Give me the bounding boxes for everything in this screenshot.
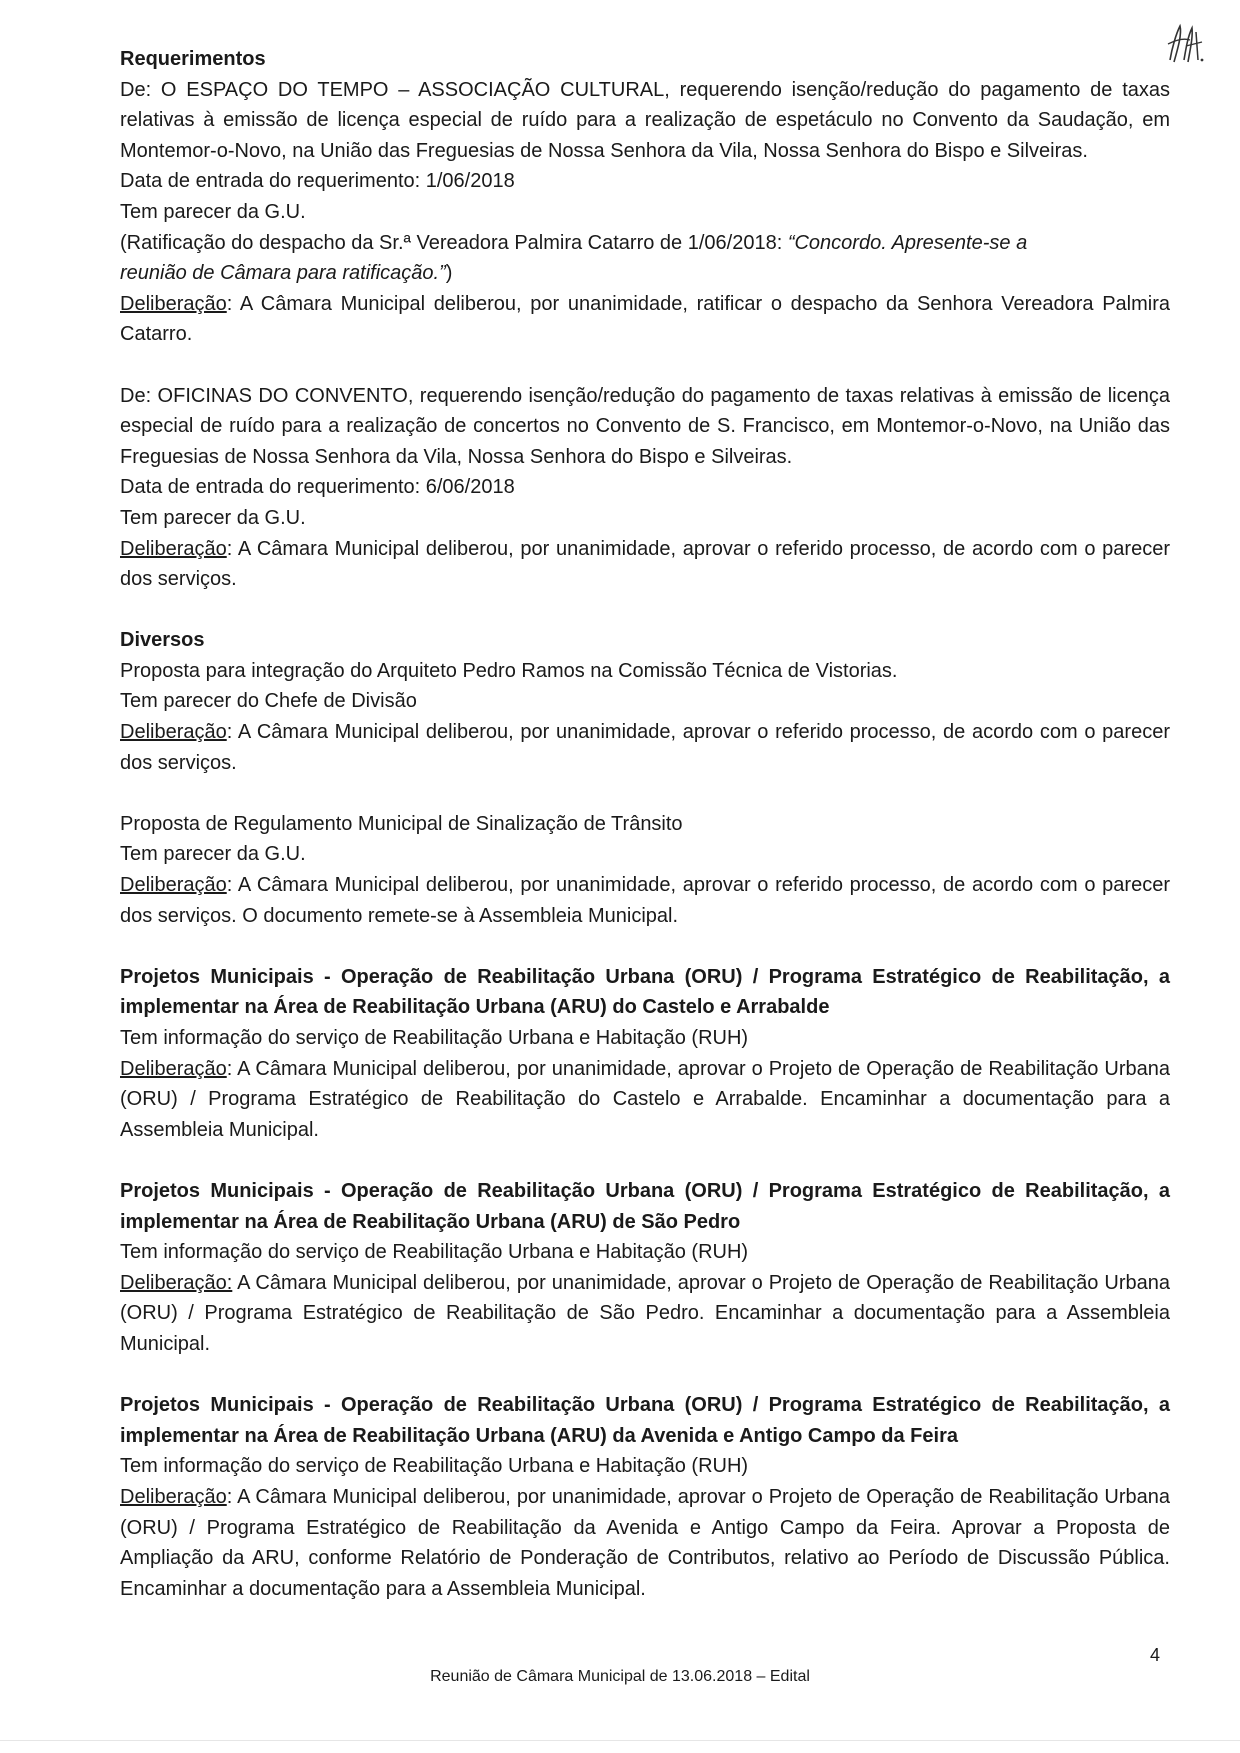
spacer	[120, 595, 1170, 626]
diversos-1-text: Proposta para integração do Arquiteto Pedro Ramos na Comissão Técnica de Vistorias.	[120, 659, 898, 682]
deliberacao-label: Deliberação	[120, 537, 227, 560]
section-heading-diversos: Diversos	[120, 629, 205, 652]
projeto-3-title: Projetos Municipais - Operação de Reabilitação Urbana (ORU) / Programa Estratégico de Reabilitação, a implementar na Área de Reabilitação Urbana (ARU) da Avenida e Antigo Campo da Feira	[120, 1394, 1170, 1447]
projeto-2-title: Projetos Municipais - Operação de Reabilitação Urbana (ORU) / Programa Estratégico de Reabilitação, a implementar na Área de Reabilitação Urbana (ARU) de São Pedro	[120, 1179, 1170, 1233]
spacer	[120, 350, 1170, 381]
projeto-1-title: Projetos Municipais - Operação de Reabilitação Urbana (ORU) / Programa Estratégico de Reabilitação, a implementar na Área de Reabilitação Urbana (ARU) do Castelo e Arrabalde	[120, 965, 1170, 1019]
deliberacao-text: : A Câmara Municipal deliberou, por unanimidade, ratificar o despacho da Senhora Vereadora Palmira Catarro.	[120, 292, 1170, 346]
projeto-3-info: Tem informação do serviço de Reabilitação Urbana e Habitação (RUH)	[120, 1455, 749, 1478]
deliberacao-label: Deliberação	[120, 721, 227, 744]
ratificacao-quote: “Concordo. Apresente-se a reunião de Câmara para ratificação.”	[120, 231, 1028, 285]
deliberacao-label: Deliberação	[120, 1057, 227, 1080]
deliberacao-text: : A Câmara Municipal deliberou, por unanimidade, aprovar o referido processo, de acordo com o parecer dos serviços.	[120, 721, 1170, 774]
requerimento-2-text: De: OFICINAS DO CONVENTO, requerendo isenção/redução do pagamento de taxas relativas à emissão de licença especial de ruído para a realização de concertos no Convento de S. Francisco, em Montemor-o-Novo, na União das Freguesias de Nossa Senhora da Vila, Nossa Senhora do Bispo e Silveiras.	[120, 384, 1170, 468]
projeto-2-deliberacao	[120, 1268, 1170, 1360]
deliberacao-text: A Câmara Municipal deliberou, por unanimidade, aprovar o Projeto de Operação de Reabilitação Urbana (ORU) / Programa Estratégico de Reabilitação de São Pedro. Encaminhar a documentação para a Assembleia Municipal.	[120, 1271, 1170, 1355]
requerimento-1-text: De: O ESPAÇO DO TEMPO – ASSOCIAÇÃO CULTURAL, requerendo isenção/redução do pagamento de taxas relativas à emissão de licença especial de ruído para a realização de espetáculo no Convento da Saudação, em Montemor-o-Novo, na União das Freguesias de Nossa Senhora da Vila, Nossa Senhora do Bispo e Silveiras.	[120, 78, 1170, 162]
spacer	[120, 1145, 1170, 1176]
deliberacao-text: : A Câmara Municipal deliberou, por unanimidade, aprovar o referido processo, de acordo com o parecer dos serviços.	[120, 537, 1170, 591]
requerimento-1-deliberacao	[120, 289, 1170, 350]
deliberacao-label: Deliberação	[120, 874, 227, 897]
diversos-1-deliberacao	[120, 717, 1170, 778]
spacer	[120, 931, 1170, 962]
projeto-1-deliberacao	[120, 1054, 1170, 1146]
spacer	[120, 1360, 1170, 1391]
diversos-2-parecer: Tem parecer da G.U.	[120, 843, 306, 866]
document-body	[120, 44, 1170, 1604]
requerimento-2-parecer: Tem parecer da G.U.	[120, 506, 306, 529]
ratificacao-prefix: (Ratificação do despacho da Sr.ª Vereadora Palmira Catarro de 1/06/2018:	[120, 231, 788, 254]
projeto-2-info: Tem informação do serviço de Reabilitação Urbana e Habitação (RUH)	[120, 1241, 749, 1264]
projeto-3-deliberacao	[120, 1482, 1170, 1604]
deliberacao-label: Deliberação	[120, 292, 227, 315]
deliberacao-text: : A Câmara Municipal deliberou, por unanimidade, aprovar o Projeto de Operação de Reabilitação Urbana (ORU) / Programa Estratégico de Reabilitação do Castelo e Arrabalde. Encaminhar a documentação para a Assembleia Municipal.	[120, 1057, 1170, 1141]
deliberacao-text: : A Câmara Municipal deliberou, por unanimidade, aprovar o Projeto de Operação de Reabilitação Urbana (ORU) / Programa Estratégico de Reabilitação da Avenida e Antigo Campo da Feira. Aprovar a Proposta de Ampliação da ARU, conforme Relatório de Ponderação de Contributos, relativo ao Período de Discussão Pública. Encaminhar a documentação para a Assembleia Municipal.	[120, 1485, 1170, 1600]
deliberacao-label: Deliberação:	[120, 1271, 233, 1294]
spacer	[120, 778, 1170, 809]
diversos-1-parecer: Tem parecer do Chefe de Divisão	[120, 690, 417, 713]
deliberacao-text: : A Câmara Municipal deliberou, por unanimidade, aprovar o referido processo, de acordo com o parecer dos serviços. O documento remete-se à Assembleia Municipal.	[120, 874, 1170, 927]
diversos-2-text: Proposta de Regulamento Municipal de Sinalização de Trânsito	[120, 812, 683, 835]
requerimento-1-ratificacao	[120, 228, 1080, 289]
projeto-1-info: Tem informação do serviço de Reabilitação Urbana e Habitação (RUH)	[120, 1027, 749, 1049]
ratificacao-suffix: )	[445, 262, 453, 285]
page-footer: Reunião de Câmara Municipal de 13.06.2018 – Edital	[430, 1668, 810, 1685]
page-number: 4	[1150, 1645, 1161, 1665]
bottom-edge-line	[0, 1740, 1240, 1741]
requerimento-1-entrada: Data de entrada do requerimento: 1/06/2018	[120, 170, 515, 193]
diversos-2-deliberacao	[120, 870, 1170, 931]
requerimento-2-entrada: Data de entrada do requerimento: 6/06/2018	[120, 476, 515, 499]
section-heading-requerimentos: Requerimentos	[120, 48, 266, 70]
deliberacao-label: Deliberação	[120, 1485, 227, 1508]
requerimento-1-parecer: Tem parecer da G.U.	[120, 200, 306, 223]
requerimento-2-deliberacao	[120, 534, 1170, 595]
